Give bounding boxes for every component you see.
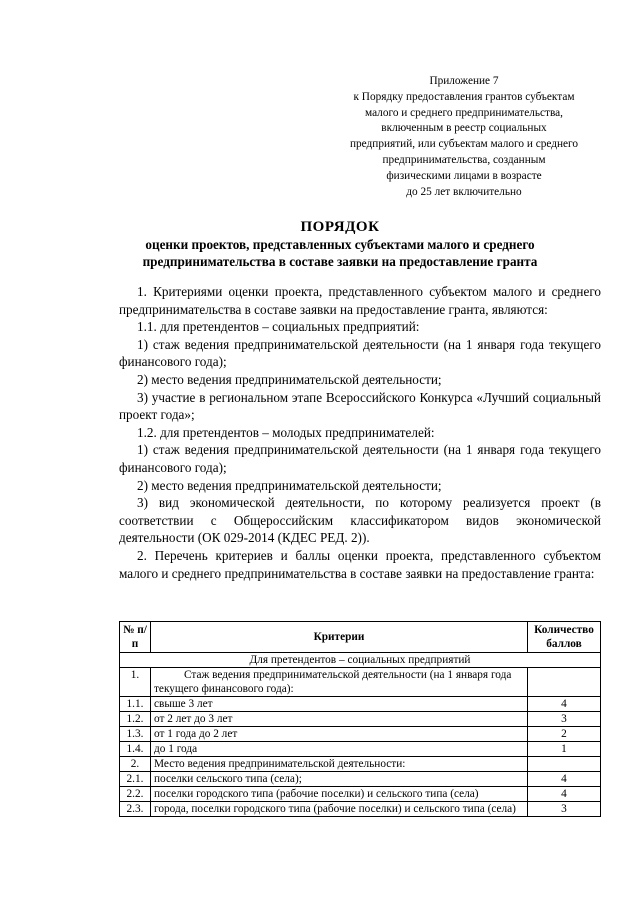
paragraph: 1) стаж ведения предпринимательской деятельности (на 1 января года текущего финансового года); [119, 336, 601, 370]
row-points [528, 757, 601, 772]
row-points [528, 668, 601, 697]
header-criteria: Критерии [151, 622, 528, 653]
document-body [119, 283, 601, 582]
criteria-table [119, 621, 601, 817]
paragraph: 1) стаж ведения предпринимательской деятельности (на 1 января года текущего финансового года); [119, 442, 601, 475]
appendix-line: предприятий, или субъектам малого и среднего [349, 138, 579, 151]
row-num: 1.3. [120, 727, 151, 742]
page-title: ПОРЯДОК [300, 219, 380, 235]
row-num: 2.2. [120, 787, 151, 802]
table-row [120, 757, 601, 772]
table-row [120, 802, 601, 817]
row-points: 4 [528, 697, 601, 712]
row-criteria: Место ведения предпринимательской деятельности: [151, 757, 528, 772]
table-row [120, 772, 601, 787]
row-criteria: от 1 года до 2 лет [151, 727, 528, 742]
appendix-line: включенным в реестр социальных [381, 122, 547, 135]
row-criteria: города, поселки городского типа (рабочие поселки) и сельского типа (села) [151, 802, 528, 817]
row-num: 1.2. [120, 712, 151, 727]
paragraph: 1. Критериями оценки проекта, представленного субъектом малого и среднего предпринимательства в составе заявки на предоставление гранта, являются: [119, 284, 601, 317]
paragraph: 3) вид экономической деятельности, по которому реализуется проект (в соответствии с Общероссийским классификатором видов экономической деятельности (ОК 029-2014 (КДЕС РЕД. 2)). [119, 495, 601, 546]
table-row [120, 787, 601, 802]
row-points: 3 [528, 802, 601, 817]
header-points: Количество баллов [528, 622, 601, 653]
paragraph: 2) место ведения предпринимательской деятельности; [137, 477, 442, 493]
paragraph: 1.2. для претендентов – молодых предпринимателей: [137, 424, 435, 440]
row-criteria: от 2 лет до 3 лет [151, 712, 528, 727]
section-title: Для претендентов – социальных предприятий [120, 653, 601, 668]
appendix-line: к Порядку предоставления грантов субъектам [353, 90, 575, 103]
row-num: 2. [120, 757, 151, 772]
row-points: 3 [528, 712, 601, 727]
table-row [120, 742, 601, 757]
row-criteria: поселки городского типа (рабочие поселки) и сельского типа (села) [151, 787, 528, 802]
row-num: 2.3. [120, 802, 151, 817]
appendix-line: предпринимательства, созданным [382, 153, 546, 166]
appendix-line: малого и среднего предпринимательства, [365, 106, 563, 119]
row-criteria: свыше 3 лет [151, 697, 528, 712]
paragraph: 3) участие в региональном этапе Всероссийского Конкурса «Лучший социальный проект года»; [119, 389, 601, 423]
table-header-row [120, 622, 601, 653]
paragraph: 1.1. для претендентов – социальных предприятий: [137, 319, 420, 335]
paragraph: 2) место ведения предпринимательской деятельности; [137, 371, 442, 387]
row-criteria: до 1 года [151, 742, 528, 757]
table-row [120, 697, 601, 712]
row-num: 1. [120, 668, 151, 697]
row-points: 4 [528, 787, 601, 802]
row-points: 2 [528, 727, 601, 742]
table-row [120, 727, 601, 742]
row-criteria: Стаж ведения предпринимательской деятельности (на 1 января года текущего финансового года): [151, 668, 528, 697]
row-num: 1.4. [120, 742, 151, 757]
row-points: 4 [528, 772, 601, 787]
paragraph: 2. Перечень критериев и баллы оценки проекта, представленного субъектом малого и среднего предпринимательства в составе заявки на предоставление гранта: [119, 547, 601, 581]
row-num: 1.1. [120, 697, 151, 712]
table-row [120, 668, 601, 697]
appendix-line: физическими лицами в возрасте [386, 169, 542, 182]
row-criteria: поселки сельского типа (села); [151, 772, 528, 787]
table-section-row [120, 653, 601, 668]
subtitle-line: оценки проектов, представленных субъектами малого и среднего [145, 237, 535, 252]
row-points: 1 [528, 742, 601, 757]
appendix-note [330, 74, 598, 200]
document-title [40, 218, 640, 270]
header-num: № п/п [120, 622, 151, 653]
row-num: 2.1. [120, 772, 151, 787]
appendix-line: Приложение 7 [429, 75, 499, 87]
subtitle-line: предпринимательства в составе заявки на предоставление гранта [142, 254, 538, 269]
table-row [120, 712, 601, 727]
appendix-line: до 25 лет включительно [406, 185, 522, 198]
